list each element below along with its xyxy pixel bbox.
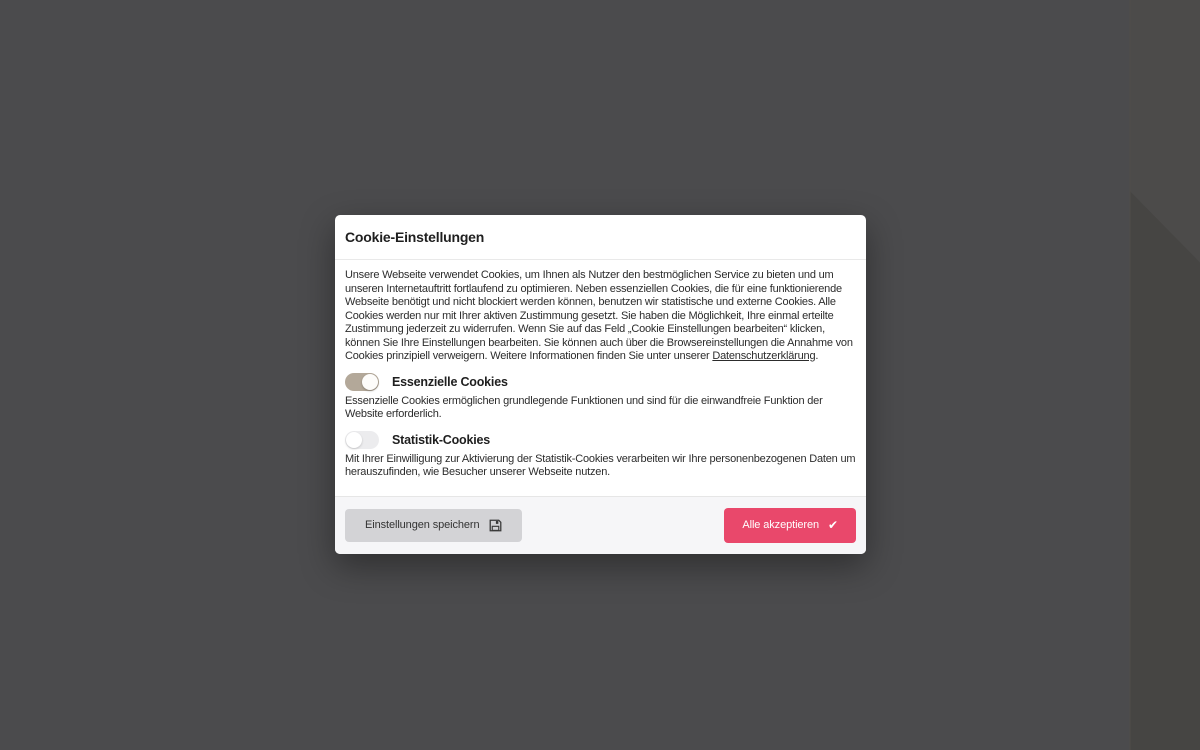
dialog-body [335, 260, 866, 496]
dialog-header [335, 215, 866, 260]
save-settings-label: Einstellungen speichern [365, 519, 480, 531]
accept-all-button[interactable] [724, 508, 856, 543]
essential-cookies-section [345, 373, 856, 422]
statistics-cookies-header [345, 431, 856, 449]
description-period: . [815, 350, 819, 362]
description-text: Unsere Webseite verwendet Cookies, um Ihnen als Nutzer den bestmöglichen Service zu bieten und um unseren Internetauftritt fortlaufend zu optimieren. Neben essenziellen Cookies, die für eine funktionierende Webseite benötigt und nicht blockiert werden können, benutzen wir statistische und externe Cookies. Alle Cookies werden nur mit Ihrer aktiven Zustimmung gesetzt. Sie haben die Möglichkeit, Ihre einmal erteilte Zustimmung jederzeit zu widerrufen. Wenn Sie auf das Feld „Cookie Einstellungen bearbeiten“ klicken, können Sie Ihre Einstellungen bearbeiten. Sie können auch über die Browsereinstellungen die Annahme von Cookies prinzipiell verweigern. Weitere Informationen finden Sie unter unserer [345, 269, 853, 362]
check-icon: ✔ [828, 518, 838, 532]
background-column-edge [1129, 0, 1131, 750]
essential-cookies-description: Essenzielle Cookies ermöglichen grundlegende Funktionen und sind für die einwandfreie Funktion der Website erforderlich. [345, 394, 823, 420]
toggle-knob [346, 432, 362, 448]
background-right-column [1130, 0, 1200, 750]
essential-cookies-title: Essenzielle Cookies [392, 374, 508, 389]
cookie-settings-dialog [335, 215, 866, 554]
accept-all-label: Alle akzeptieren [742, 519, 820, 531]
essential-cookies-toggle[interactable] [345, 373, 379, 391]
toggle-knob [362, 374, 378, 390]
cookie-description-text [345, 269, 856, 364]
floppy-disk-icon [489, 519, 502, 532]
statistics-cookies-toggle[interactable] [345, 431, 379, 449]
dialog-footer [335, 496, 866, 554]
statistics-cookies-description: Mit Ihrer Einwilligung zur Aktivierung der Statistik-Cookies verarbeiten wir Ihre personenbezogenen Daten um herauszufinden, wie Besucher unserer Webseite nutzen. [345, 452, 856, 478]
save-settings-button[interactable] [345, 509, 522, 542]
statistics-cookies-section [345, 431, 856, 480]
background-diagonal-shape [1130, 0, 1200, 750]
privacy-policy-link[interactable]: Datenschutzerklärung [712, 350, 816, 362]
essential-cookies-header [345, 373, 856, 391]
dialog-title: Cookie-Einstellungen [345, 229, 485, 245]
statistics-cookies-title: Statistik-Cookies [392, 432, 491, 447]
